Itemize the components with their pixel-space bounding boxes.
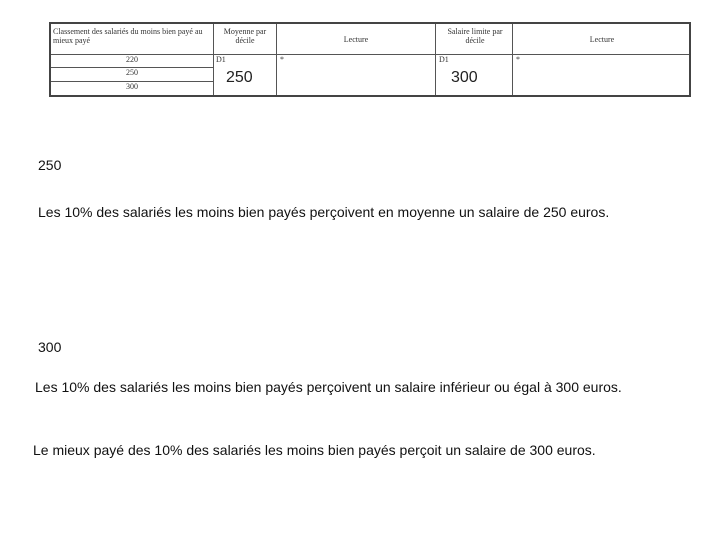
row-value-3: 300 [126,82,138,91]
asterisk: * [280,55,284,64]
row-value-2: 250 [126,68,138,77]
answer-value-1: 250 [38,157,62,173]
decile-table [49,22,691,97]
header-classement: Classement des salariés du moins bien payé au mieux payé [53,27,203,45]
column-divider [213,24,214,95]
header-lecture-2: Lecture [589,35,615,44]
d1-label: D1 [439,55,449,64]
asterisk: * [516,55,520,64]
header-moyenne: Moyenne par décile [223,27,267,45]
answer-value-2: 300 [38,339,62,355]
limite-value: 300 [451,69,478,86]
row-value-1: 220 [126,55,138,64]
column-divider [435,24,436,95]
answer-sentence-1: Les 10% des salariés les moins bien payés perçoivent en moyenne un salaire de 250 euros. [38,204,610,220]
answer-sentence-2: Les 10% des salariés les moins bien payés perçoivent un salaire inférieur ou égal à 300 euros. [35,379,622,395]
header-lecture-1: Lecture [343,35,369,44]
answer-sentence-3: Le mieux payé des 10% des salariés les moins bien payés perçoit un salaire de 300 euros. [33,442,596,458]
moyenne-value: 250 [226,69,253,86]
header-salaire-limite: Salaire limite par décile [447,27,503,45]
d1-label: D1 [216,55,226,64]
